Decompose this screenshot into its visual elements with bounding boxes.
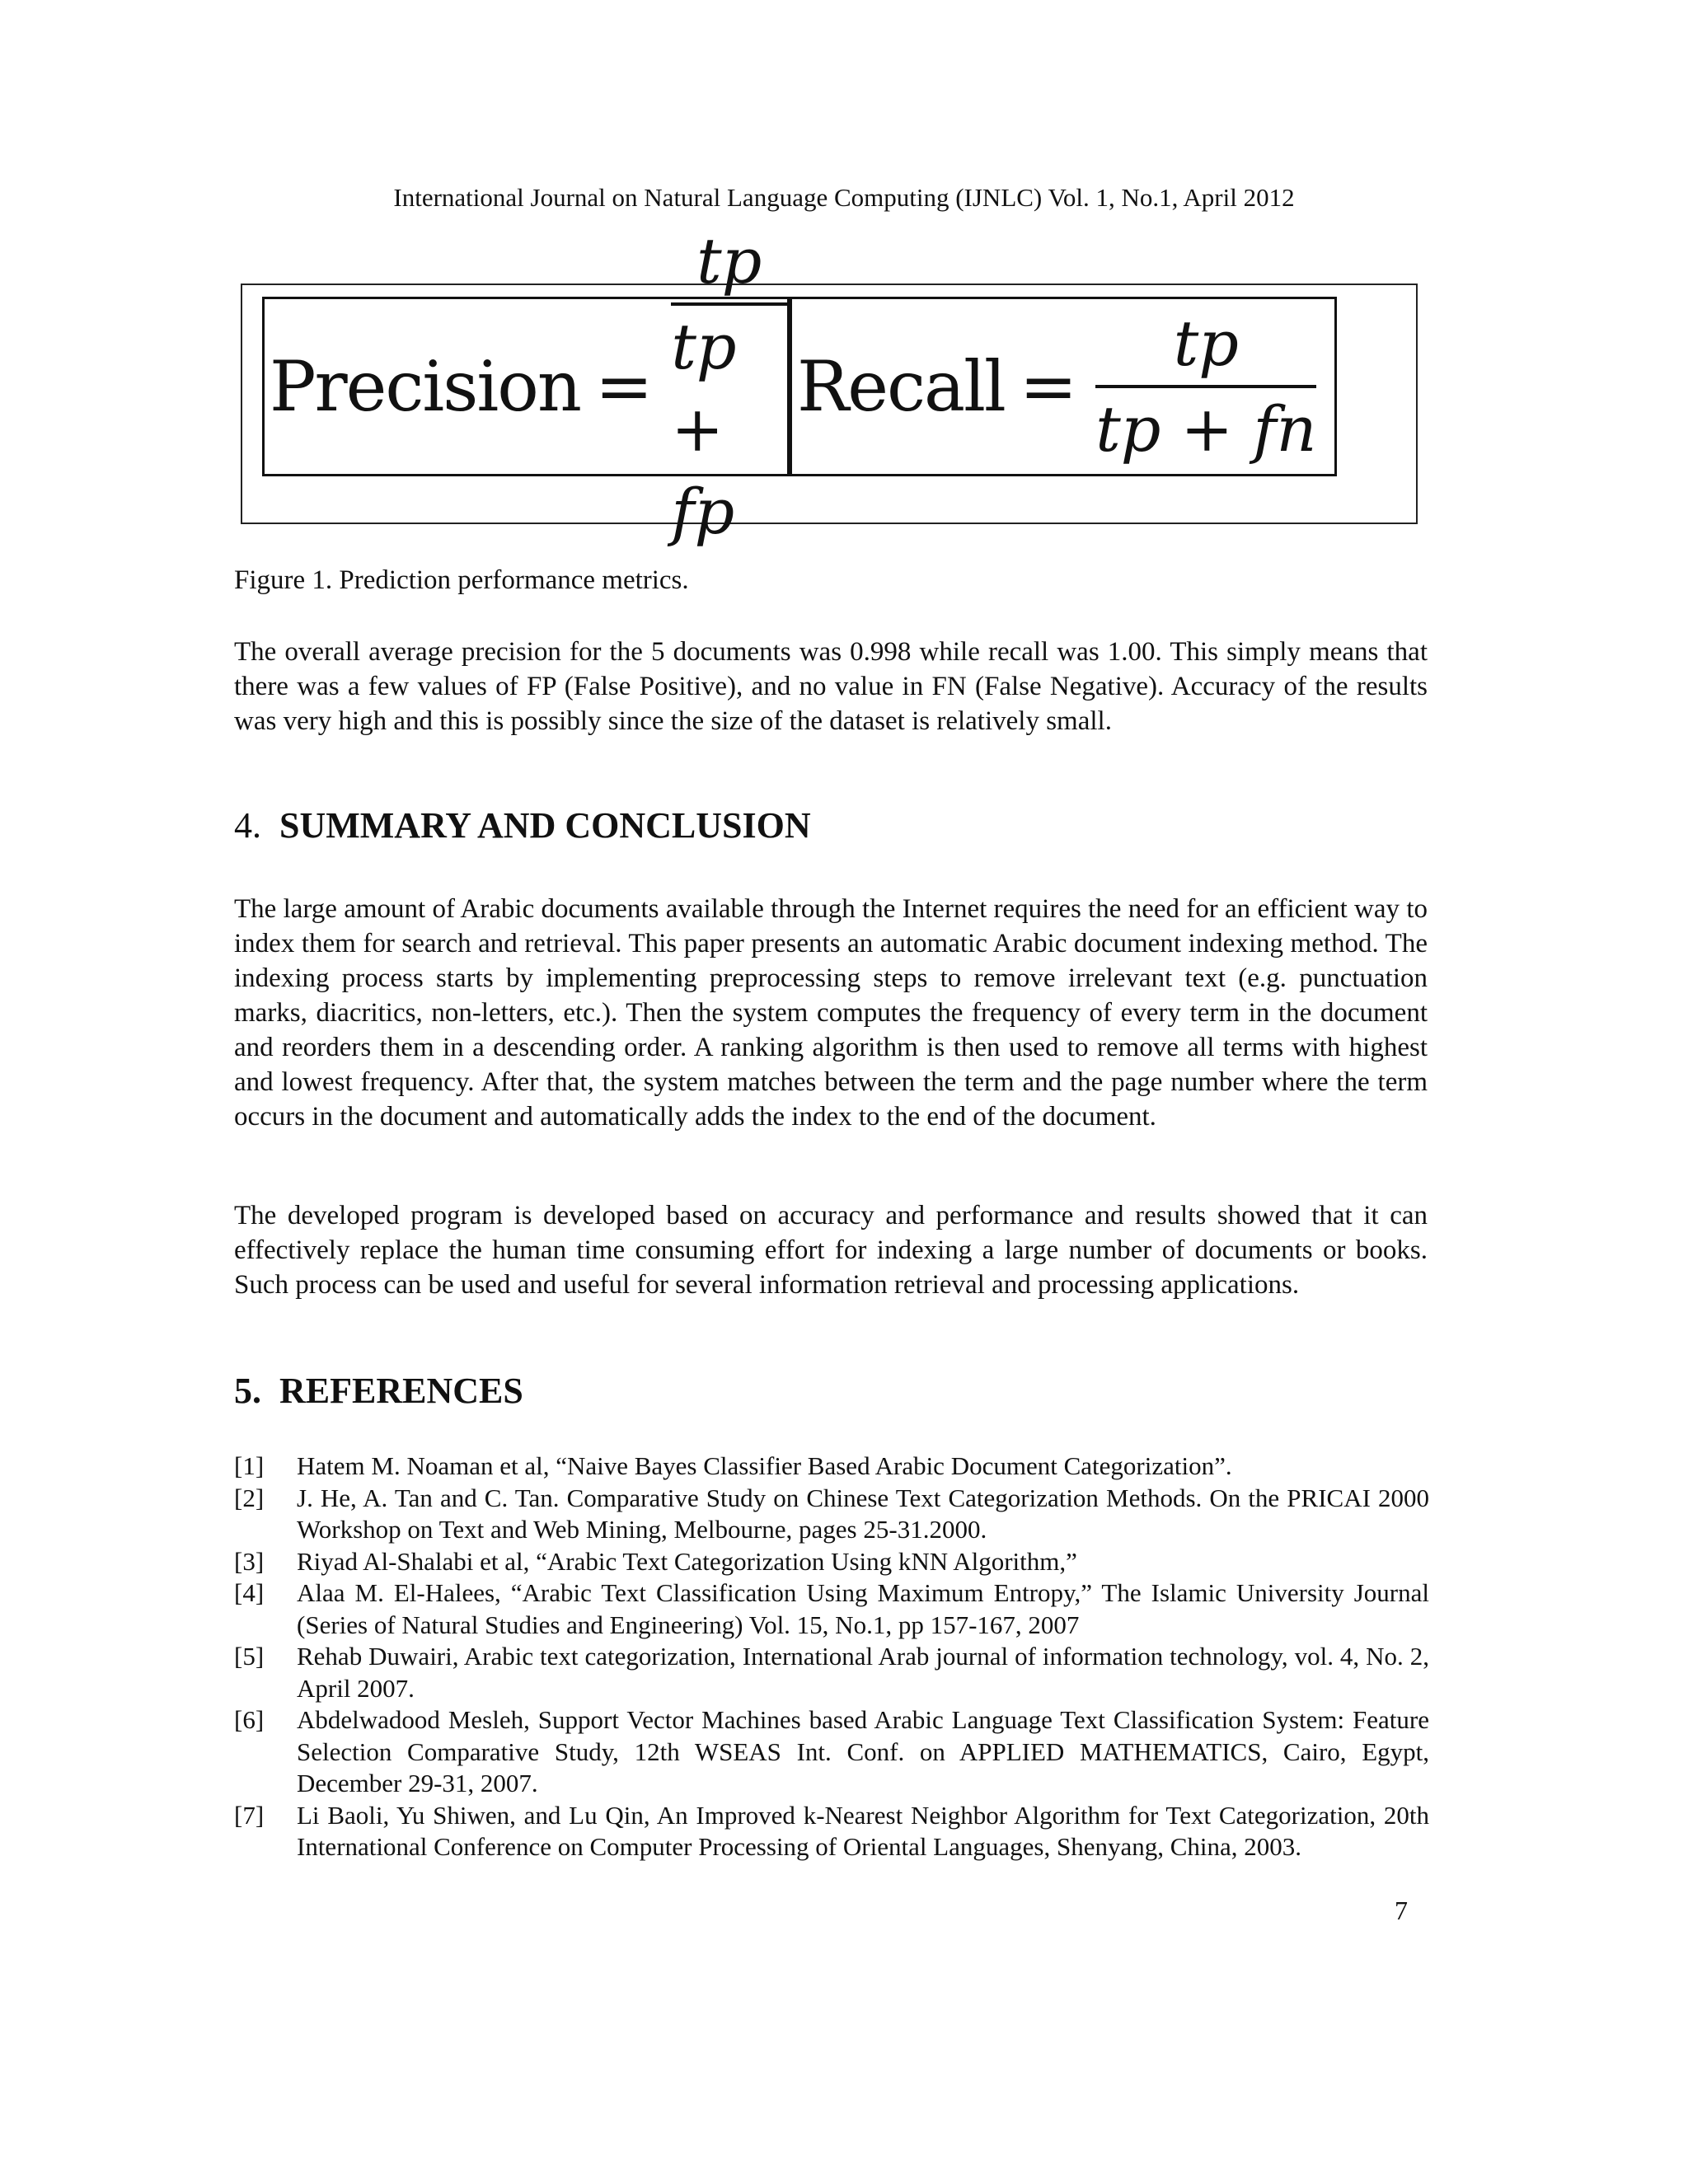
reference-number: [2] — [234, 1483, 265, 1512]
recall-denominator: tp + fn — [1095, 392, 1317, 466]
equals-sign: = — [1019, 346, 1078, 427]
reference-number: [3] — [234, 1546, 265, 1576]
reference-text: Abdelwadood Mesleh, Support Vector Machines based Arabic Language Text Classification System: Feature Selection Comparative Study, 12th WSEAS Int. Conf. on APPLIED MATHEMATICS, Cairo, Egypt, December 29-31, 2007. — [297, 1705, 1429, 1797]
reference-number: [7] — [234, 1800, 265, 1830]
reference-text: Riyad Al-Shalabi et al, “Arabic Text Categorization Using kNN Algorithm,” — [297, 1546, 1077, 1576]
precision-fraction — [671, 220, 787, 553]
section-number: 4. — [234, 805, 261, 846]
section-number: 5. — [234, 1371, 261, 1411]
reference-item — [234, 1451, 1429, 1483]
section-title: SUMMARY AND CONCLUSION — [279, 805, 811, 846]
reference-text: Alaa M. El-Halees, “Arabic Text Classification Using Maximum Entropy,” The Islamic University Journal (Series of Natural Studies and Engineering) Vol. 15, No.1, pp 157-167, 2007 — [297, 1578, 1429, 1639]
precision-label: Precision — [270, 346, 580, 427]
section-title: REFERENCES — [279, 1371, 523, 1411]
reference-item — [234, 1800, 1429, 1863]
summary-paragraph: The large amount of Arabic documents available through the Internet requires the need for an efficient way to index them for search and retrieval. This paper presents an automatic Arabic document indexing method. The indexing process starts by implementing preprocessing steps to remove irrelevant text (e.g. punctuation marks, diacritics, non-letters, etc.). Then the system computes the frequency of every term in the document and reorders them in a descending order. A ranking algorithm is then used to remove all terms with highest and lowest frequency. After that, the system matches between the term and the page number where the term occurs in the document and automatically adds the index to the end of the document. — [234, 894, 1428, 1132]
reference-item — [234, 1641, 1429, 1704]
precision-numerator: tp — [696, 224, 762, 298]
precision-formula — [262, 224, 790, 548]
recall-fraction — [1095, 302, 1316, 471]
equals-sign: = — [594, 346, 654, 427]
section-heading-references — [234, 1370, 523, 1412]
results-paragraph: The overall average precision for the 5 documents was 0.998 while recall was 1.00. This simply means that there was a few values of FP (False Positive), and no value in FN (False Negative). Accuracy of the results was very high and this is possibly since the size of the dataset is relatively small. — [234, 637, 1428, 736]
reference-text: Li Baoli, Yu Shiwen, and Lu Qin, An Improved k-Nearest Neighbor Algorithm for Text Categorization, 20th International Conference on Computer Processing of Oriental Languages, Shenyang, China, 2003. — [297, 1800, 1429, 1861]
reference-item — [234, 1483, 1429, 1546]
reference-item — [234, 1546, 1429, 1578]
reference-number: [4] — [234, 1578, 265, 1607]
conclusion-paragraph: The developed program is developed based on accuracy and performance and results showed that it can effectively replace the human time consuming effort for indexing a large number of documents or books. Such process can be used and useful for several information retrieval and processing applications. — [234, 1201, 1428, 1300]
recall-label: Recall — [797, 346, 1005, 427]
reference-item — [234, 1704, 1429, 1800]
reference-text: Rehab Duwairi, Arabic text categorization, International Arab journal of information technology, vol. 4, No. 2, April 2007. — [297, 1642, 1429, 1703]
figure-1 — [241, 224, 1418, 548]
reference-number: [6] — [234, 1705, 265, 1734]
recall-formula — [790, 297, 1337, 476]
reference-text: J. He, A. Tan and C. Tan. Comparative Study on Chinese Text Categorization Methods. On the PRICAI 2000 Workshop on Text and Web Mining, Melbourne, pages 25-31.2000. — [297, 1483, 1429, 1544]
reference-number: [1] — [234, 1451, 265, 1480]
reference-list — [234, 1451, 1429, 1863]
running-header: International Journal on Natural Language Computing (IJNLC) Vol. 1, No.1, April 2012 — [393, 183, 1295, 212]
reference-number: [5] — [234, 1642, 265, 1671]
page-number: 7 — [1395, 1896, 1408, 1925]
reference-text: Hatem M. Noaman et al, “Naive Bayes Classifier Based Arabic Document Categorization”. — [297, 1451, 1232, 1480]
figure-caption: Figure 1. Prediction performance metrics. — [234, 565, 689, 595]
precision-denominator: tp + fp — [671, 310, 737, 548]
section-heading-summary — [234, 804, 811, 846]
reference-item — [234, 1577, 1429, 1641]
recall-numerator: tp — [1173, 307, 1239, 380]
